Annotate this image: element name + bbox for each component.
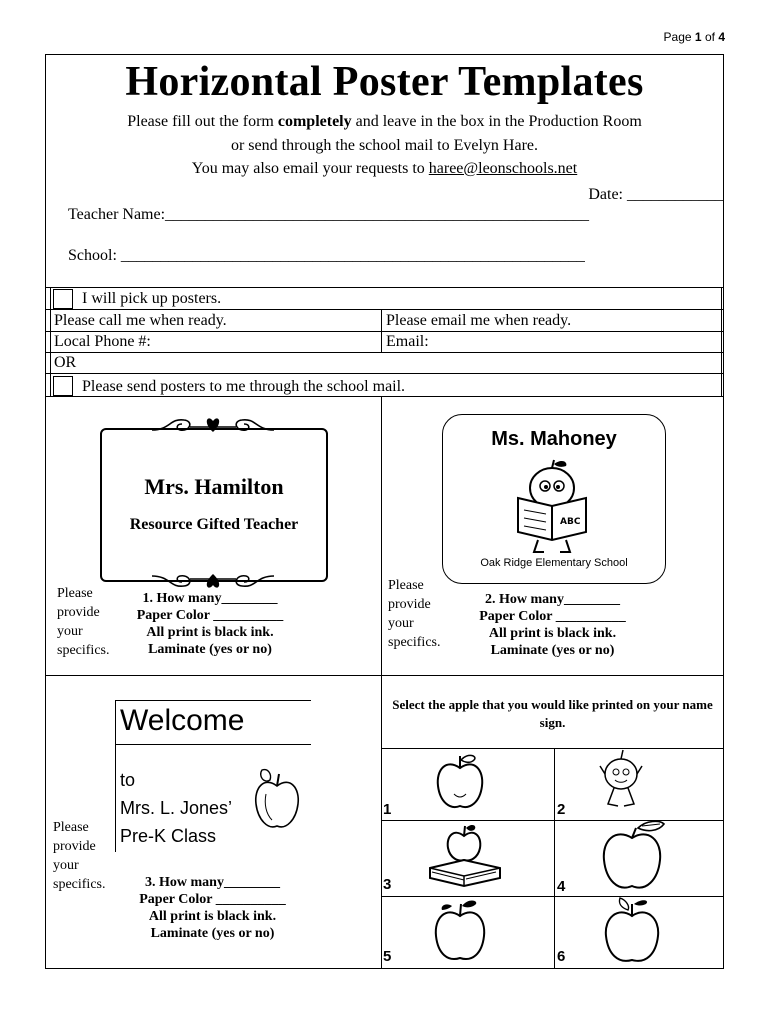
apple-sketch-icon [252,766,302,832]
specs-1[interactable]: 1. How many________ Paper Color __________ All print is black ink. Laminate (yes or no) [136,591,284,657]
pickup-label: I will pick up posters. [82,290,222,307]
apple-number-1: 1 [383,801,392,818]
instructions-line-3 [45,160,724,178]
call-label: Please call me when ready. [54,312,227,329]
apple-option-5-icon[interactable] [430,898,490,964]
template-3-welcome: Welcome [120,704,245,737]
apple-reading-book-icon [508,458,596,554]
apple-number-6: 6 [557,948,566,965]
flourish-top-icon [150,412,276,442]
apple-number-2: 2 [557,801,566,818]
apple-option-4-icon[interactable] [598,818,668,894]
page-of: of [704,30,715,44]
apple-number-3: 3 [383,876,392,893]
abc-label: ABC [560,517,581,527]
please-provide-1: Please provide your specifics. [57,586,110,658]
template-1-name: Mrs. Hamilton [144,474,284,499]
template-2-school: Oak Ridge Elementary School [480,557,628,569]
page-total: 4 [718,30,725,44]
or-label: OR [54,354,77,371]
date-field[interactable]: Date: ____________ [588,186,723,203]
template-1-poster[interactable] [100,428,328,582]
page-current: 1 [694,30,702,44]
please-provide-3: Please provide your specifics. [53,820,106,892]
instr-text: Please fill out the form [127,113,278,130]
apple-option-6-icon[interactable] [598,896,666,966]
page-title: Horizontal Poster Templates [125,59,644,105]
template-1-subtitle: Resource Gifted Teacher [129,516,299,533]
template-3-text: to Mrs. L. Jones’ Pre-K Class [120,770,233,846]
apple-option-2-icon[interactable] [598,748,644,812]
apple-on-books-icon[interactable] [424,822,504,892]
apple-prompt: Select the apple that you would like printed on your name sign. [392,697,713,730]
specs-3[interactable]: 3. How many________ Paper Color __________ All print is black ink. Laminate (yes or no) [139,875,286,941]
school-field[interactable]: School: __________________________________________________________ [68,247,585,264]
apple-option-1-icon[interactable] [432,752,488,812]
email-link[interactable]: haree@leonschools.net [428,160,578,177]
phone-label[interactable]: Local Phone #: [54,333,151,350]
instructions-line-2: or send through the school mail to Evelyn Hare. [230,137,539,154]
mail-checkbox[interactable] [53,376,73,396]
instr-text: You may also email your requests to [191,160,429,177]
template-2-name: Ms. Mahoney [491,428,617,450]
email-ready-label: Please email me when ready. [386,312,572,329]
instructions-line-1 [45,113,724,131]
instr-text: and leave in the box in the Production Room [351,113,642,130]
page-prefix: Page [663,30,692,44]
please-provide-2: Please provide your specifics. [388,578,441,650]
specs-2[interactable]: 2. How many________ Paper Color __________ All print is black ink. Laminate (yes or no) [479,592,626,658]
apple-number-4: 4 [557,878,566,895]
apple-number-5: 5 [383,948,392,965]
mail-label: Please send posters to me through the school mail. [82,378,406,395]
email-label[interactable]: Email: [386,333,429,350]
pickup-checkbox[interactable] [53,289,73,309]
page-number [664,30,725,44]
teacher-name-field[interactable]: Teacher Name:_____________________________________________________ [68,206,590,223]
instr-emphasis: completely [277,113,352,130]
